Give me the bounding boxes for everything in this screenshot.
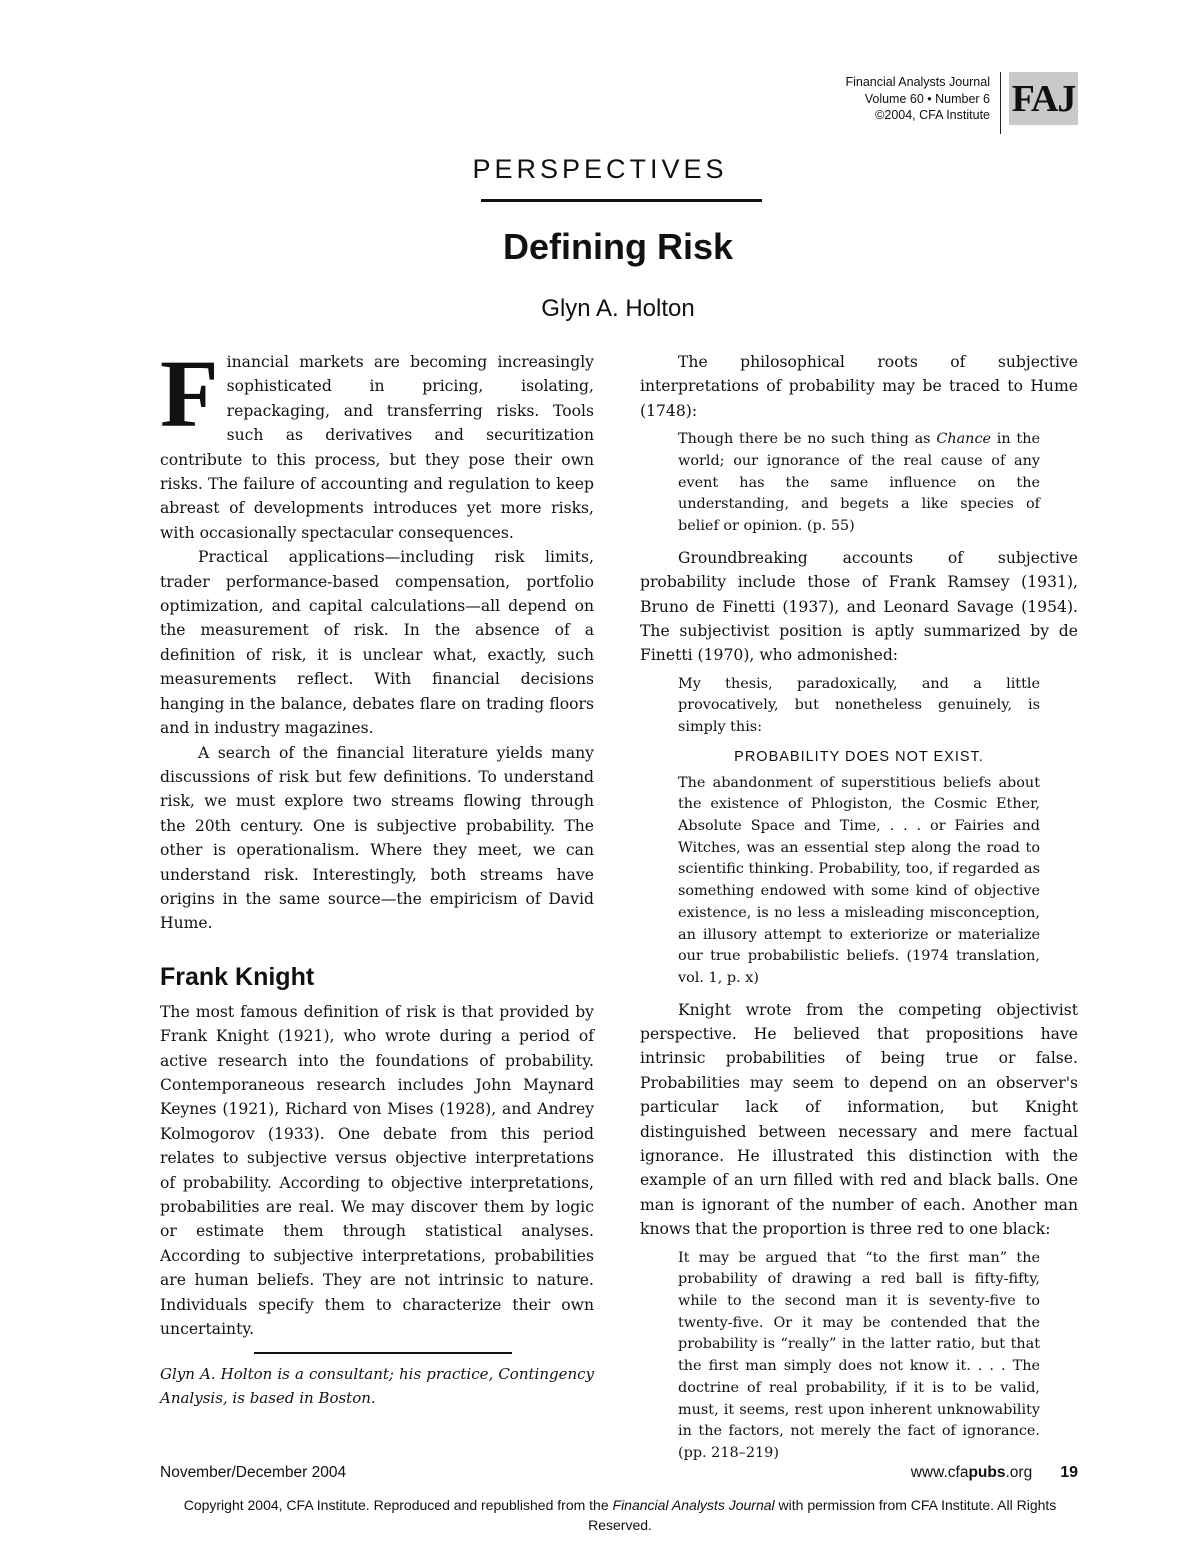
footnote-rule [254, 1352, 512, 1354]
block-quote-de-finetti [678, 674, 1040, 990]
quote-caps-line: PROBABILITY DOES NOT EXIST. [734, 748, 984, 765]
block-quote-knight: It may be argued that “to the first man” the probability of drawing a red ball is fifty-fifty, while to the second man it is seventy-five to twenty-five. Or it may be contended that the probability is “really” in the latter ratio, but that the first man simply does not know it. . . . The doctrine of real probability, if it is to be valid, must, it seems, rest upon inherent unknowability in the factors, not merely the fact of ignorance. (pp. 218–219) [678, 1249, 1040, 1461]
journal-copyright: ©2004, CFA Institute [875, 108, 990, 122]
copyright-notice: Copyright 2004, CFA Institute. Reproduced and republished from the Financial Analysts Journal with permission from CFA Institute. All Rights Reserved. [183, 1497, 1057, 1533]
section-heading: Frank Knight [160, 962, 315, 991]
paragraph-intro-text: inancial markets are becoming increasingly sophisticated in pricing, isolating, repackaging, and transferring risks. Tools such as derivatives and securitization contribute to this process, but they pose their own risks. The failure of accounting and regulation to keep abreast of developments introduces yet more risks, with occasionally spectacular consequences. [160, 353, 594, 542]
article-author: Glyn A. Holton [541, 295, 695, 322]
paragraph: The most famous definition of risk is that provided by Frank Knight (1921), who wrote during a period of active research into the foundations of probability. Contemporaneous research includes John Maynard Keynes (1921), Richard von Mises (1928), and Andrey Kolmogorov (1933). One debate from this period relates to subjective versus objective interpretations of probability. According to objective interpretations, probabilities are real. We may discover them by logic or estimate them through statistical analyses. According to subjective interpretations, probabilities are human beliefs. They are not intrinsic to nature. Individuals specify them to characterize their own uncertainty. [160, 1002, 594, 1339]
paragraph: Practical applications—including risk limits, trader performance-based compensation, portfolio optimization, and capital calculations—all depend on the measurement of risk. In the absence of a definition of risk, it is unclear what, exactly, such measurements reflect. With financial decisions hanging in the balance, debates flare on trading floors and in industry magazines. [160, 548, 594, 738]
italic-term: Chance [936, 431, 992, 448]
issue-date: November/December 2004 [160, 1464, 347, 1481]
right-column [640, 350, 1078, 1473]
journal-volume: Volume 60 • Number 6 [864, 91, 990, 106]
paragraph: The philosophical roots of subjective interpretations of probability may be traced to Hume (1748): [640, 353, 1078, 420]
left-column [160, 340, 594, 1341]
paragraph: A search of the financial literature yields many discussions of risk but few definitions. To understand risk, we must explore two streams flowing through the 20th century. One is subjective probability. The other is operationalism. Where they meet, we can understand risk. Interestingly, both streams have origins in the same source—the empiricism of David Hume. [160, 743, 594, 933]
paragraph: Groundbreaking accounts of subjective probability include those of Frank Ramsey (1931), Bruno de Finetti (1937), and Leonard Savage (1954). The subjectivist position is aptly summarized by de Finetti (1970), who admonished: [640, 548, 1078, 665]
drop-cap: F [160, 340, 219, 447]
article-title: Defining Risk [502, 226, 734, 267]
journal-info [845, 72, 1001, 134]
section-label: PERSPECTIVES [472, 154, 728, 184]
quote-text: The abandonment of superstitious beliefs about the existence of Phlogiston, the Cosmic Ether, Absolute Space and Time, . . . or Fairies and Witches, was an essential step along the road to scientific thinking. Probability, too, if regarded as something endowed with some kind of objective existence, is no less a misleading misconception, an illusory attempt to exteriorize or materialize our true probabilistic beliefs. (1974 translation, vol. 1, p. x) [678, 774, 1040, 986]
section-rule [481, 199, 762, 202]
faj-logo: FAJ [1009, 72, 1078, 125]
paragraph: Knight wrote from the competing objectivist perspective. He believed that propositions have intrinsic probabilities of being true or false. Probabilities may seem to depend on an observer's particular lack of information, but Knight distinguished between necessary and mere factual ignorance. He illustrated this distinction with the example of an urn filled with red and black balls. One man is ignorant of the number of each. Another man knows that the proportion is three red to one black: [640, 1000, 1078, 1239]
paragraph-intro [160, 340, 594, 545]
page-number: 19 [1060, 1464, 1078, 1481]
block-quote-hume: Though there be no such thing as Chance in the world; our ignorance of the real cause of any event has the same influence on the understanding, and begets a like species of belief or opinion. (p. 55) [678, 431, 1040, 535]
quote-text: My thesis, paradoxically, and a little provocatively, but nonetheless genuinely, is simply this: [678, 675, 1040, 736]
journal-name: Financial Analysts Journal [845, 75, 990, 89]
masthead [845, 72, 1078, 134]
author-footnote: Glyn A. Holton is a consultant; his practice, Contingency Analysis, is based in Boston. [160, 1365, 594, 1407]
footer-right [911, 1464, 1078, 1482]
journal-url[interactable]: www.cfapubs.org [910, 1464, 1033, 1481]
